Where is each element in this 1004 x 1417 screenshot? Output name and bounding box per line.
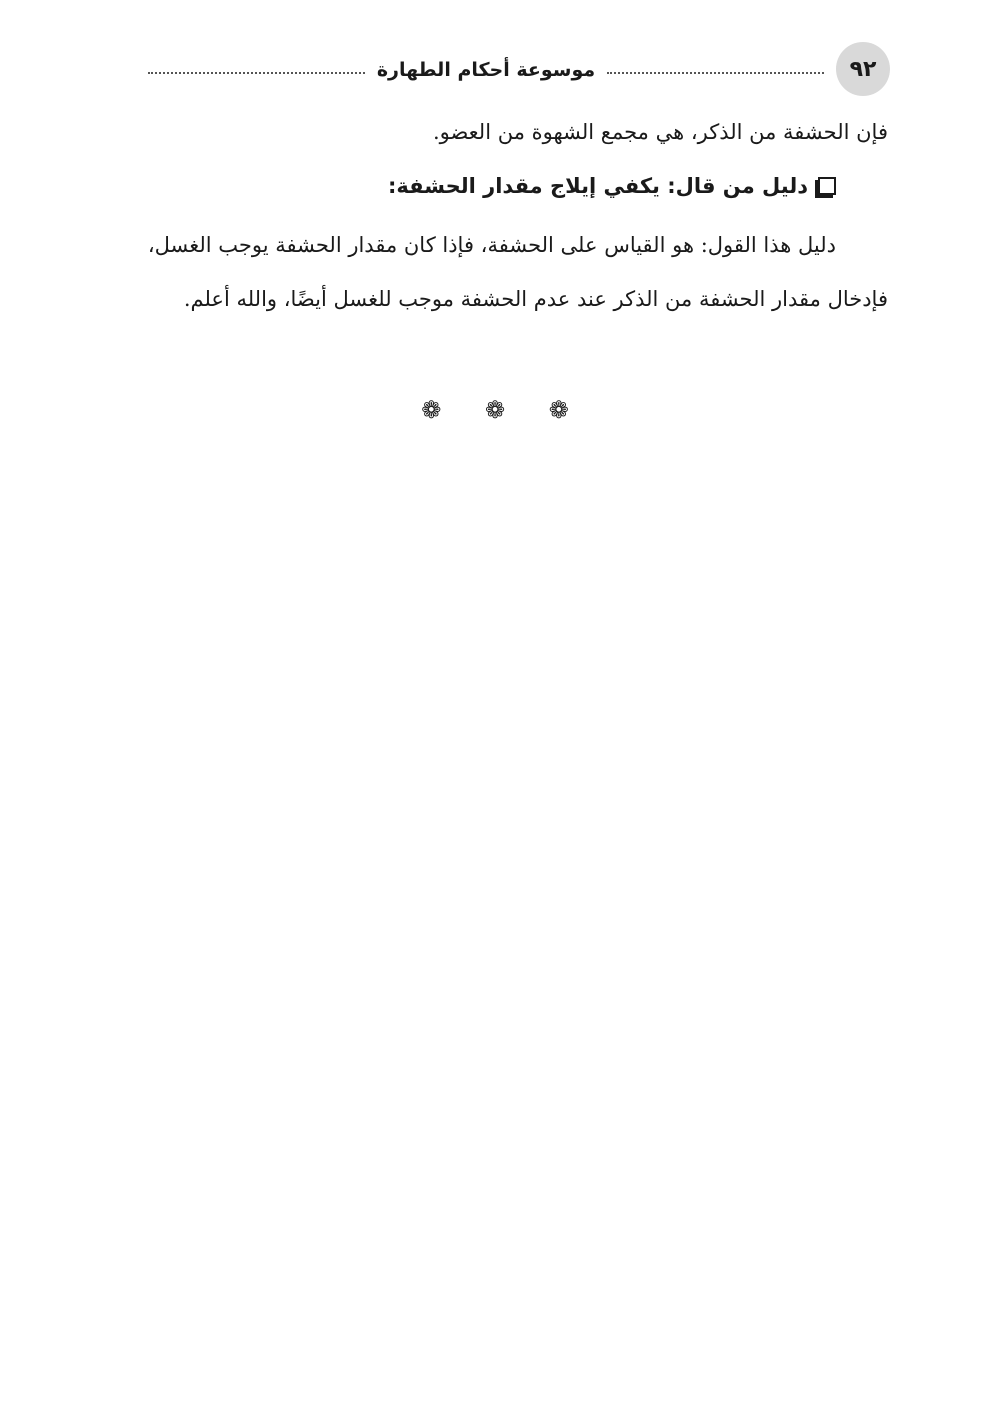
book-title: موسوعة أحكام الطهارة [376,59,596,81]
header-dots-right [607,72,824,74]
flower-icon: ❁ [548,396,583,424]
body-paragraph: دليل هذا القول: هو القياس على الحشفة، فإذا كان مقدار الحشفة يوجب الغسل، فإدخال مقدار الحشفة من الذكر عند عدم الحشفة موجب للغسل أيضًا، والله أعلم. [147,233,888,311]
running-header [148,56,824,84]
intro-line: فإن الحشفة من الذكر، هي مجمع الشهوة من العضو. [432,120,888,144]
page-body [140,108,888,326]
flower-icon: ❁ [484,396,520,424]
section-heading [140,166,888,206]
header-dots-left [148,72,365,74]
checkbox-bullet-icon [818,177,836,195]
page-number: ٩٢ [836,42,890,96]
section-divider [0,396,1004,424]
section-heading-text: دليل من قال: يكفي إيلاج مقدار الحشفة: [388,174,808,198]
flower-icon: ❁ [421,396,456,424]
page-header [148,42,890,96]
